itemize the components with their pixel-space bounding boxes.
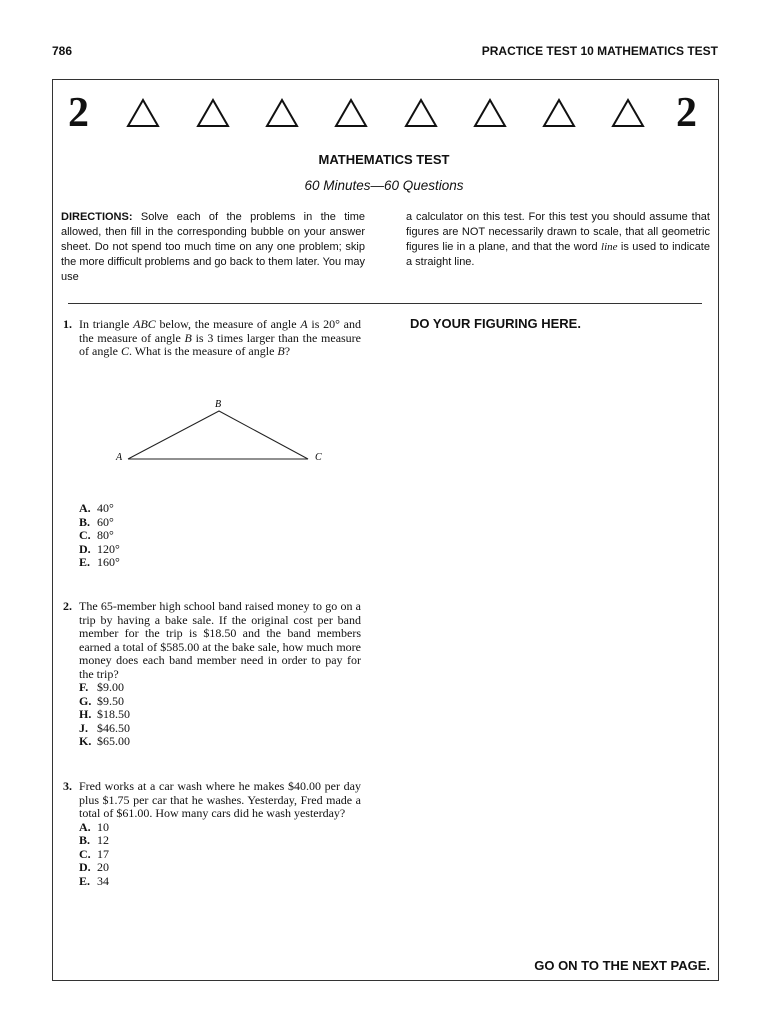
answer-option[interactable]: C. 17 bbox=[79, 846, 109, 861]
test-title: MATHEMATICS TEST bbox=[318, 152, 450, 167]
page-number: 786 bbox=[52, 44, 73, 58]
question-number: 3. bbox=[63, 779, 72, 793]
vertex-label-b: B bbox=[215, 399, 222, 410]
answer-option[interactable]: E. 160° bbox=[79, 555, 120, 569]
answer-option[interactable]: E. 34 bbox=[79, 873, 109, 888]
directions-right bbox=[406, 210, 710, 270]
answer-option[interactable]: J. $46.50 bbox=[79, 720, 130, 735]
answer-option[interactable]: F. $9.00 bbox=[79, 680, 124, 694]
answer-option[interactable]: G. $9.50 bbox=[79, 693, 124, 708]
running-head: PRACTICE TEST 10 MATHEMATICS TEST bbox=[481, 44, 718, 58]
answer-option[interactable]: A. 40° bbox=[79, 501, 114, 515]
answer-option[interactable]: B. 60° bbox=[79, 514, 114, 529]
triangle-icon bbox=[265, 98, 299, 128]
section-number-left: 2 bbox=[68, 90, 89, 136]
go-next-page-label: GO ON TO THE NEXT PAGE. bbox=[534, 958, 710, 973]
triangle-icon bbox=[611, 98, 645, 128]
triangle-abc-figure bbox=[110, 395, 340, 470]
question-text: Fred works at a car wash where he makes $40.00 per day plus $1.75 per car that he washes. Yesterday, Fred made a total of $61.00. How many cars did he wash yesterday? bbox=[79, 779, 361, 820]
triangle-icon bbox=[126, 98, 160, 128]
triangle-icon bbox=[473, 98, 507, 128]
answer-option[interactable]: B. 12 bbox=[79, 833, 109, 847]
directions-left bbox=[61, 210, 365, 285]
vertex-label-a: A bbox=[116, 452, 123, 463]
triangle-icon bbox=[196, 98, 230, 128]
answer-option[interactable]: D. 20 bbox=[79, 860, 109, 874]
directions-text-right-2: is used to indicate a straight line. bbox=[406, 241, 710, 268]
question-2 bbox=[63, 600, 361, 749]
question-1 bbox=[63, 318, 361, 359]
question-number: 1. bbox=[63, 317, 72, 331]
answer-option[interactable]: C. 80° bbox=[79, 528, 114, 542]
triangle-icon bbox=[542, 98, 576, 128]
answer-option[interactable]: A. 10 bbox=[79, 819, 109, 834]
answer-option[interactable]: H. $18.50 bbox=[79, 707, 130, 721]
directions-text-left: Solve each of the problems in the time allowed, then fill in the corresponding bubble on your answer sheet. Do not spend too much time on any one problem; skip the more difficult problems and go back to them later. You may use bbox=[61, 211, 365, 283]
answer-option[interactable]: D. 120° bbox=[79, 541, 120, 556]
triangle-icon bbox=[404, 98, 438, 128]
directions-label: DIRECTIONS: bbox=[61, 211, 133, 223]
directions-line-word: line bbox=[601, 241, 618, 253]
question-text: In triangle ABC below, the measure of angle A is 20° and the measure of angle B is 3 times larger than the measure of angle C. What is the measure of angle B? bbox=[79, 317, 362, 358]
vertex-label-c: C bbox=[315, 452, 322, 463]
figuring-label: DO YOUR FIGURING HERE. bbox=[410, 316, 581, 331]
section-number-right: 2 bbox=[676, 90, 697, 136]
question-3 bbox=[63, 780, 361, 888]
question-number: 2. bbox=[63, 599, 72, 613]
section-divider bbox=[68, 303, 702, 304]
triangle-icon bbox=[334, 98, 368, 128]
question-1-options bbox=[63, 502, 361, 570]
test-subtitle: 60 Minutes—60 Questions bbox=[304, 178, 464, 193]
directions-text-right-1: a calculator on this test. For this test you should assume that figures are NOT necessarily drawn to scale, that all geometric figures lie in a plane, and that the word bbox=[406, 211, 710, 253]
answer-option[interactable]: K. $65.00 bbox=[79, 734, 130, 748]
question-text: The 65-member high school band raised money to go on a trip by having a bake sale. If the original cost per band member for the trip is $18.50 and the band members earned a total of $585.00 at the bake sale, how much more money does each band member need in order to pay for the trip? bbox=[79, 599, 361, 681]
